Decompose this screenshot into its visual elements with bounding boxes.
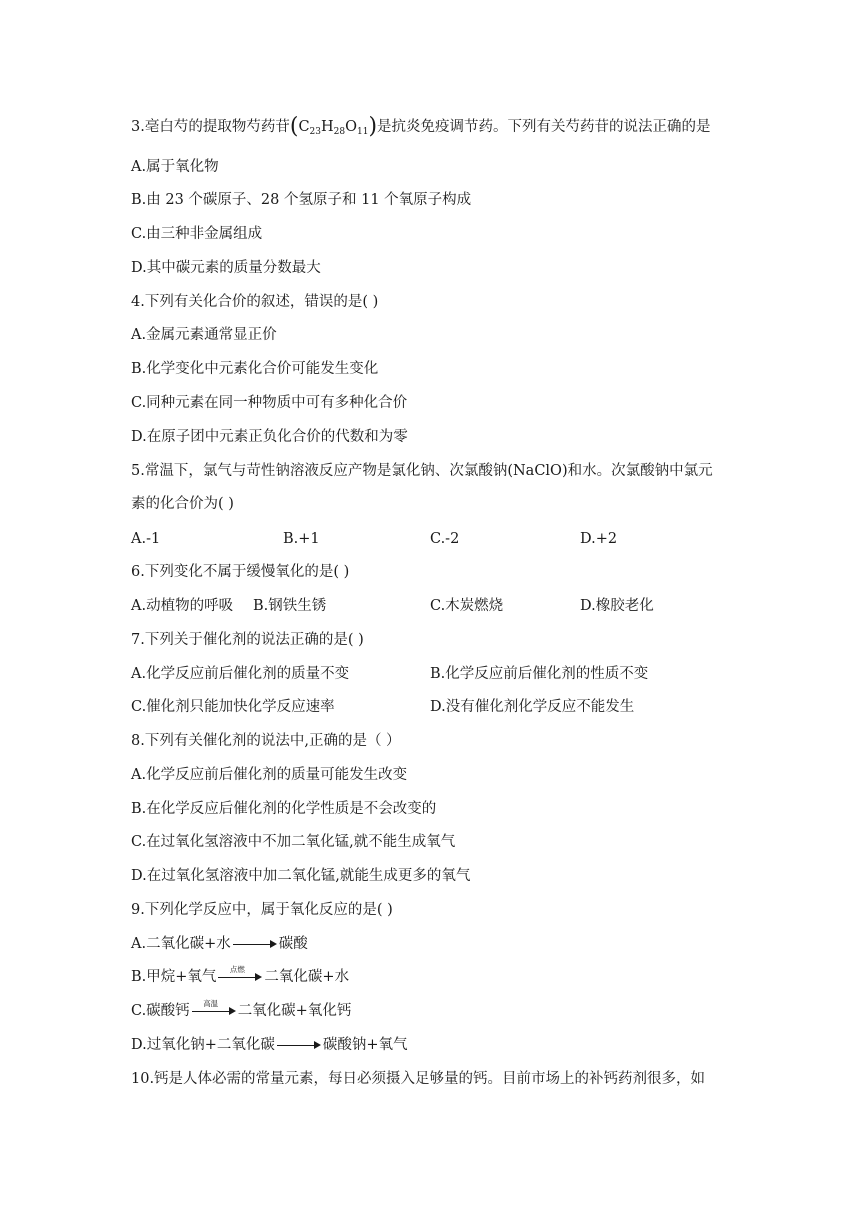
question-5-stem-line-1: 5.常温下，氯气与苛性钠溶液反应产物是氯化钠、次氯酸钠(NaClO)和水。次氯酸钠中氯元 (131, 463, 713, 479)
formula-close-paren: ) (368, 114, 378, 139)
question-4-option-a: A.金属元素通常显正价 (131, 327, 277, 343)
question-8-stem: 8.下列有关催化剂的说法中,正确的是（ ） (131, 733, 401, 749)
question-5-option-c: C.-2 (430, 531, 460, 547)
question-6-option-a: A.动植物的呼吸 (131, 598, 234, 614)
question-9-option-a: A.二氧化碳+水 碳酸 (131, 936, 308, 952)
question-6-option-b: B.钢铁生锈 (253, 598, 327, 614)
question-7-option-c: C.催化剂只能加快化学反应速率 (131, 699, 335, 715)
question-6-option-d: D.橡胶老化 (580, 598, 654, 614)
reaction-condition: 点燃 (229, 965, 245, 974)
question-6-stem: 6.下列变化不属于缓慢氧化的是( ) (131, 564, 350, 580)
question-3-suffix: 是抗炎免疫调节药。下列有关芍药苷的说法正确的是 (377, 119, 711, 135)
question-8-option-d: D.在过氧化氢溶液中加二氧化锰,就能生成更多的氧气 (131, 868, 471, 884)
question-8-option-c: C.在过氧化氢溶液中不加二氧化锰,就不能生成氧气 (131, 834, 456, 850)
question-3-stem (131, 114, 711, 142)
question-5-option-b: B.+1 (283, 531, 320, 547)
question-9-option-c: C.碳酸钙 高温 二氧化碳+氧化钙 (131, 999, 352, 1019)
question-6-option-c: C.木炭燃烧 (430, 598, 504, 614)
question-9-option-b: B.甲烷+氧气 点燃 二氧化碳+水 (131, 965, 350, 985)
reaction-arrow (233, 935, 277, 951)
question-5-option-d: D.+2 (580, 531, 618, 547)
question-4-option-b: B.化学变化中元素化合价可能发生变化 (131, 361, 379, 377)
question-7-option-a: A.化学反应前后催化剂的质量不变 (131, 666, 350, 682)
question-3-option-b: B.由 23 个碳原子、28 个氢原子和 11 个氧原子构成 (131, 192, 472, 208)
reaction-arrow (218, 965, 262, 984)
question-9-option-d: D.过氧化钠+二氧化碳 碳酸钠+氧气 (131, 1037, 408, 1053)
reaction-arrow (277, 1036, 321, 1052)
question-7-option-b: B.化学反应前后催化剂的性质不变 (430, 666, 649, 682)
question-4-option-d: D.在原子团中元素正负化合价的代数和为零 (131, 429, 408, 445)
question-8-option-a: A.化学反应前后催化剂的质量可能发生改变 (131, 767, 408, 783)
question-3-option-d: D.其中碳元素的质量分数最大 (131, 260, 321, 276)
question-7-option-d: D.没有催化剂化学反应不能发生 (430, 699, 635, 715)
question-5-option-a: A.-1 (131, 531, 161, 547)
question-4-stem: 4.下列有关化合价的叙述，错误的是( ) (131, 294, 379, 310)
chemical-formula: $C_{23}H_{28}O_{11}$ (298, 119, 369, 137)
question-8-option-b: B.在化学反应后催化剂的化学性质是不会改变的 (131, 801, 437, 817)
question-5-stem-line-2: 素的化合价为( ) (131, 496, 234, 512)
question-3-prefix: 3.亳白芍的提取物芍药苷 (131, 119, 290, 135)
question-10-stem: 10.钙是人体必需的常量元素，每日必须摄入足够量的钙。目前市场上的补钙药剂很多，如 (131, 1071, 706, 1087)
reaction-arrow (192, 999, 236, 1018)
question-3-option-c: C.由三种非金属组成 (131, 226, 263, 242)
question-4-option-c: C.同种元素在同一种物质中可有多种化合价 (131, 395, 408, 411)
question-3-option-a: A.属于氧化物 (131, 159, 219, 175)
reaction-condition: 高温 (203, 999, 219, 1008)
question-7-stem: 7.下列关于催化剂的说法正确的是( ) (131, 632, 364, 648)
question-9-stem: 9.下列化学反应中，属于氧化反应的是( ) (131, 902, 393, 918)
formula-open-paren: ( (289, 114, 299, 139)
